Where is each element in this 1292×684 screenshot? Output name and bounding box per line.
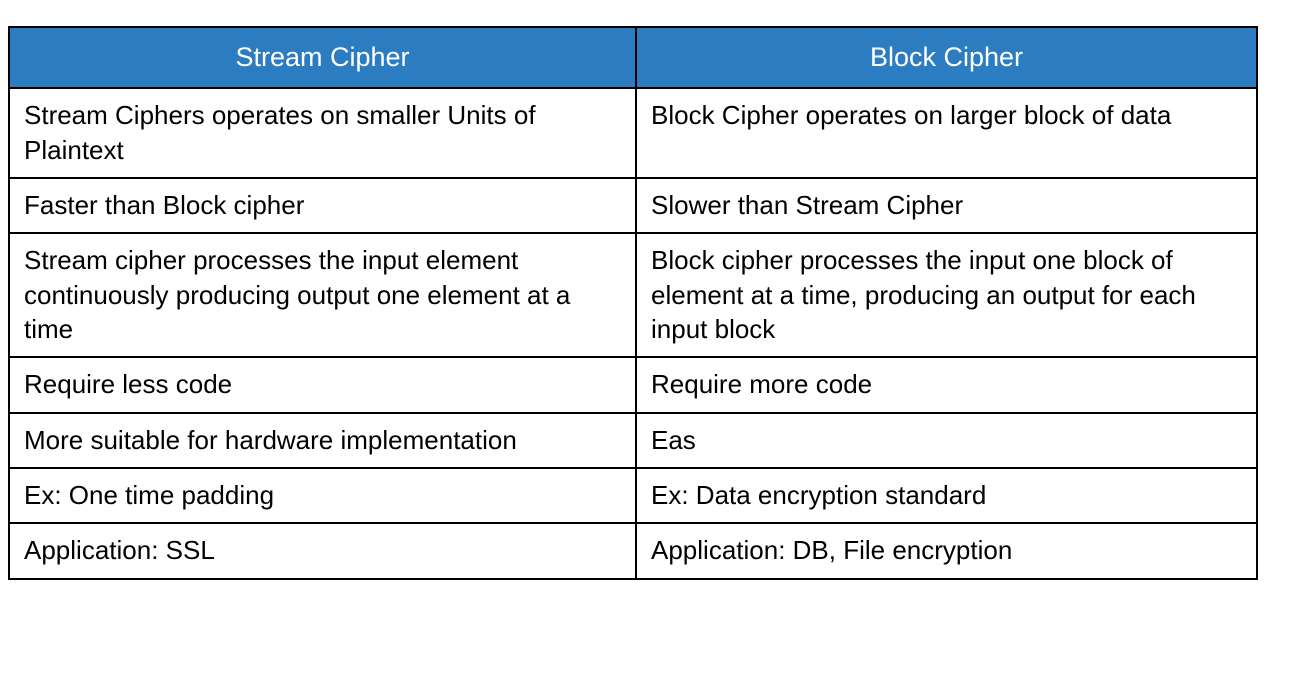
cell-block: Require more code [636, 357, 1257, 412]
cell-block: Block Cipher operates on larger block of data [636, 88, 1257, 178]
table-row [9, 357, 1257, 412]
cell-block: Ex: Data encryption standard [636, 468, 1257, 523]
column-header-stream-cipher: Stream Cipher [9, 27, 636, 88]
comparison-table-container [8, 26, 1256, 580]
cell-block: Eas [636, 413, 1257, 468]
cell-block: Application: DB, File encryption [636, 523, 1257, 578]
cell-stream: Require less code [9, 357, 636, 412]
table-row [9, 413, 1257, 468]
table-row [9, 88, 1257, 178]
cell-stream: Application: SSL [9, 523, 636, 578]
table-row [9, 468, 1257, 523]
cell-stream: More suitable for hardware implementation [9, 413, 636, 468]
cell-block: Slower than Stream Cipher [636, 178, 1257, 233]
cell-stream: Stream cipher processes the input element continuously producing output one element at a time [9, 233, 636, 357]
table-row [9, 178, 1257, 233]
table-row [9, 233, 1257, 357]
column-header-block-cipher: Block Cipher [636, 27, 1257, 88]
table-header [9, 27, 1257, 88]
table-body [9, 88, 1257, 578]
cell-stream: Faster than Block cipher [9, 178, 636, 233]
table-header-row [9, 27, 1257, 88]
table-row [9, 523, 1257, 578]
cell-stream: Ex: One time padding [9, 468, 636, 523]
stream-vs-block-cipher-table [8, 26, 1258, 580]
cell-stream: Stream Ciphers operates on smaller Units of Plaintext [9, 88, 636, 178]
cell-block: Block cipher processes the input one block of element at a time, producing an output for each input block [636, 233, 1257, 357]
